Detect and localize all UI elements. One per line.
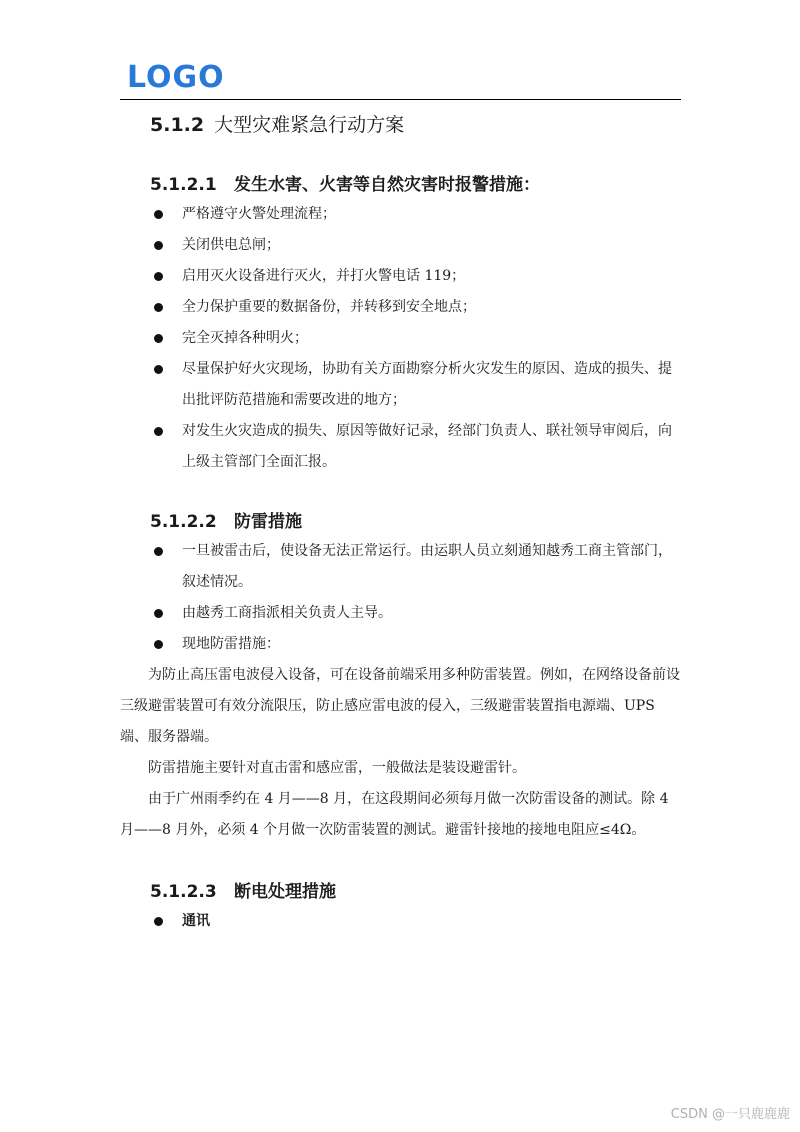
watermark: CSDN @一只鹿鹿鹿 xyxy=(670,1107,790,1122)
list-item xyxy=(120,629,681,660)
list-item-text: 通讯 xyxy=(182,913,210,929)
subsection-title: 发生水害、火害等自然灾害时报警措施： xyxy=(234,175,540,195)
list-item-text: 完全灭掉各种明火； xyxy=(182,330,308,346)
list-item xyxy=(120,323,681,354)
subsection-heading-alarm xyxy=(120,171,681,199)
section-number: 5.1.2 xyxy=(150,114,205,136)
list-item-text: 由越秀工商指派相关负责人主导。 xyxy=(182,605,392,621)
list-item xyxy=(120,416,681,478)
header-divider xyxy=(120,99,681,100)
list-item xyxy=(120,354,681,416)
logo: LOGO xyxy=(127,60,225,95)
bullet-icon xyxy=(154,334,163,343)
list-item xyxy=(120,230,681,261)
bullet-icon xyxy=(154,210,163,219)
section-heading xyxy=(120,108,681,142)
power-measures-list xyxy=(120,906,681,937)
bullet-icon xyxy=(154,547,163,556)
bullet-icon xyxy=(154,609,163,618)
list-item xyxy=(120,199,681,230)
subsection-title: 断电处理措施 xyxy=(234,882,336,902)
bullet-icon xyxy=(154,303,163,312)
paragraph: 为防止高压雷电波侵入设备，可在设备前端采用多种防雷装置。例如，在网络设备前设三级避雷装置可有效分流限压，防止感应雷电波的侵入，三级避雷装置指电源端、UPS 端、服务器端。 xyxy=(120,667,680,745)
bullet-icon xyxy=(154,427,163,436)
section-title: 大型灾难紧急行动方案 xyxy=(214,114,405,136)
bullet-icon xyxy=(154,365,163,374)
paragraph: 防雷措施主要针对直击雷和感应雷，一般做法是装设避雷针。 xyxy=(148,760,526,776)
alarm-measures-list xyxy=(120,199,681,478)
list-item-text: 全力保护重要的数据备份，并转移到安全地点； xyxy=(182,299,476,315)
list-item xyxy=(120,598,681,629)
lightning-measures-list xyxy=(120,536,681,660)
bullet-icon xyxy=(154,272,163,281)
list-item xyxy=(120,292,681,323)
list-item-text: 严格遵守火警处理流程； xyxy=(182,206,336,222)
subsection-title: 防雷措施 xyxy=(234,512,302,532)
document-body xyxy=(120,108,681,937)
subsection-number: 5.1.2.2 xyxy=(150,512,217,532)
list-item-text: 尽量保护好火灾现场，协助有关方面勘察分析火灾发生的原因、造成的损失、提出批评防范措施和需要改进的地方； xyxy=(182,361,672,408)
list-item xyxy=(120,906,681,937)
list-item-text: 启用灭火设备进行灭火，并打火警电话 119； xyxy=(182,268,466,284)
list-item-text: 一旦被雷击后，使设备无法正常运行。由运职人员立刻通知越秀工商主管部门，叙述情况。 xyxy=(182,543,672,590)
bullet-icon xyxy=(154,241,163,250)
list-item xyxy=(120,536,681,598)
subsection-number: 5.1.2.1 xyxy=(150,175,217,195)
bullet-icon xyxy=(154,917,163,926)
list-item-text: 关闭供电总闸； xyxy=(182,237,280,253)
list-item-text: 对发生火灾造成的损失、原因等做好记录，经部门负责人、联社领导审阅后，向上级主管部门全面汇报。 xyxy=(182,423,672,470)
paragraph: 由于广州雨季约在 4 月——8 月，在这段期间必须每月做一次防雷设备的测试。除 4 月——8 月外，必须 4 个月做一次防雷装置的测试。避雷针接地的接地电阻应≤4Ω。 xyxy=(120,791,669,838)
subsection-heading-lightning xyxy=(120,508,681,536)
bullet-icon xyxy=(154,640,163,649)
list-item xyxy=(120,261,681,292)
subsection-heading-power xyxy=(120,878,681,906)
list-item-text: 现地防雷措施： xyxy=(182,636,280,652)
subsection-number: 5.1.2.3 xyxy=(150,882,217,902)
